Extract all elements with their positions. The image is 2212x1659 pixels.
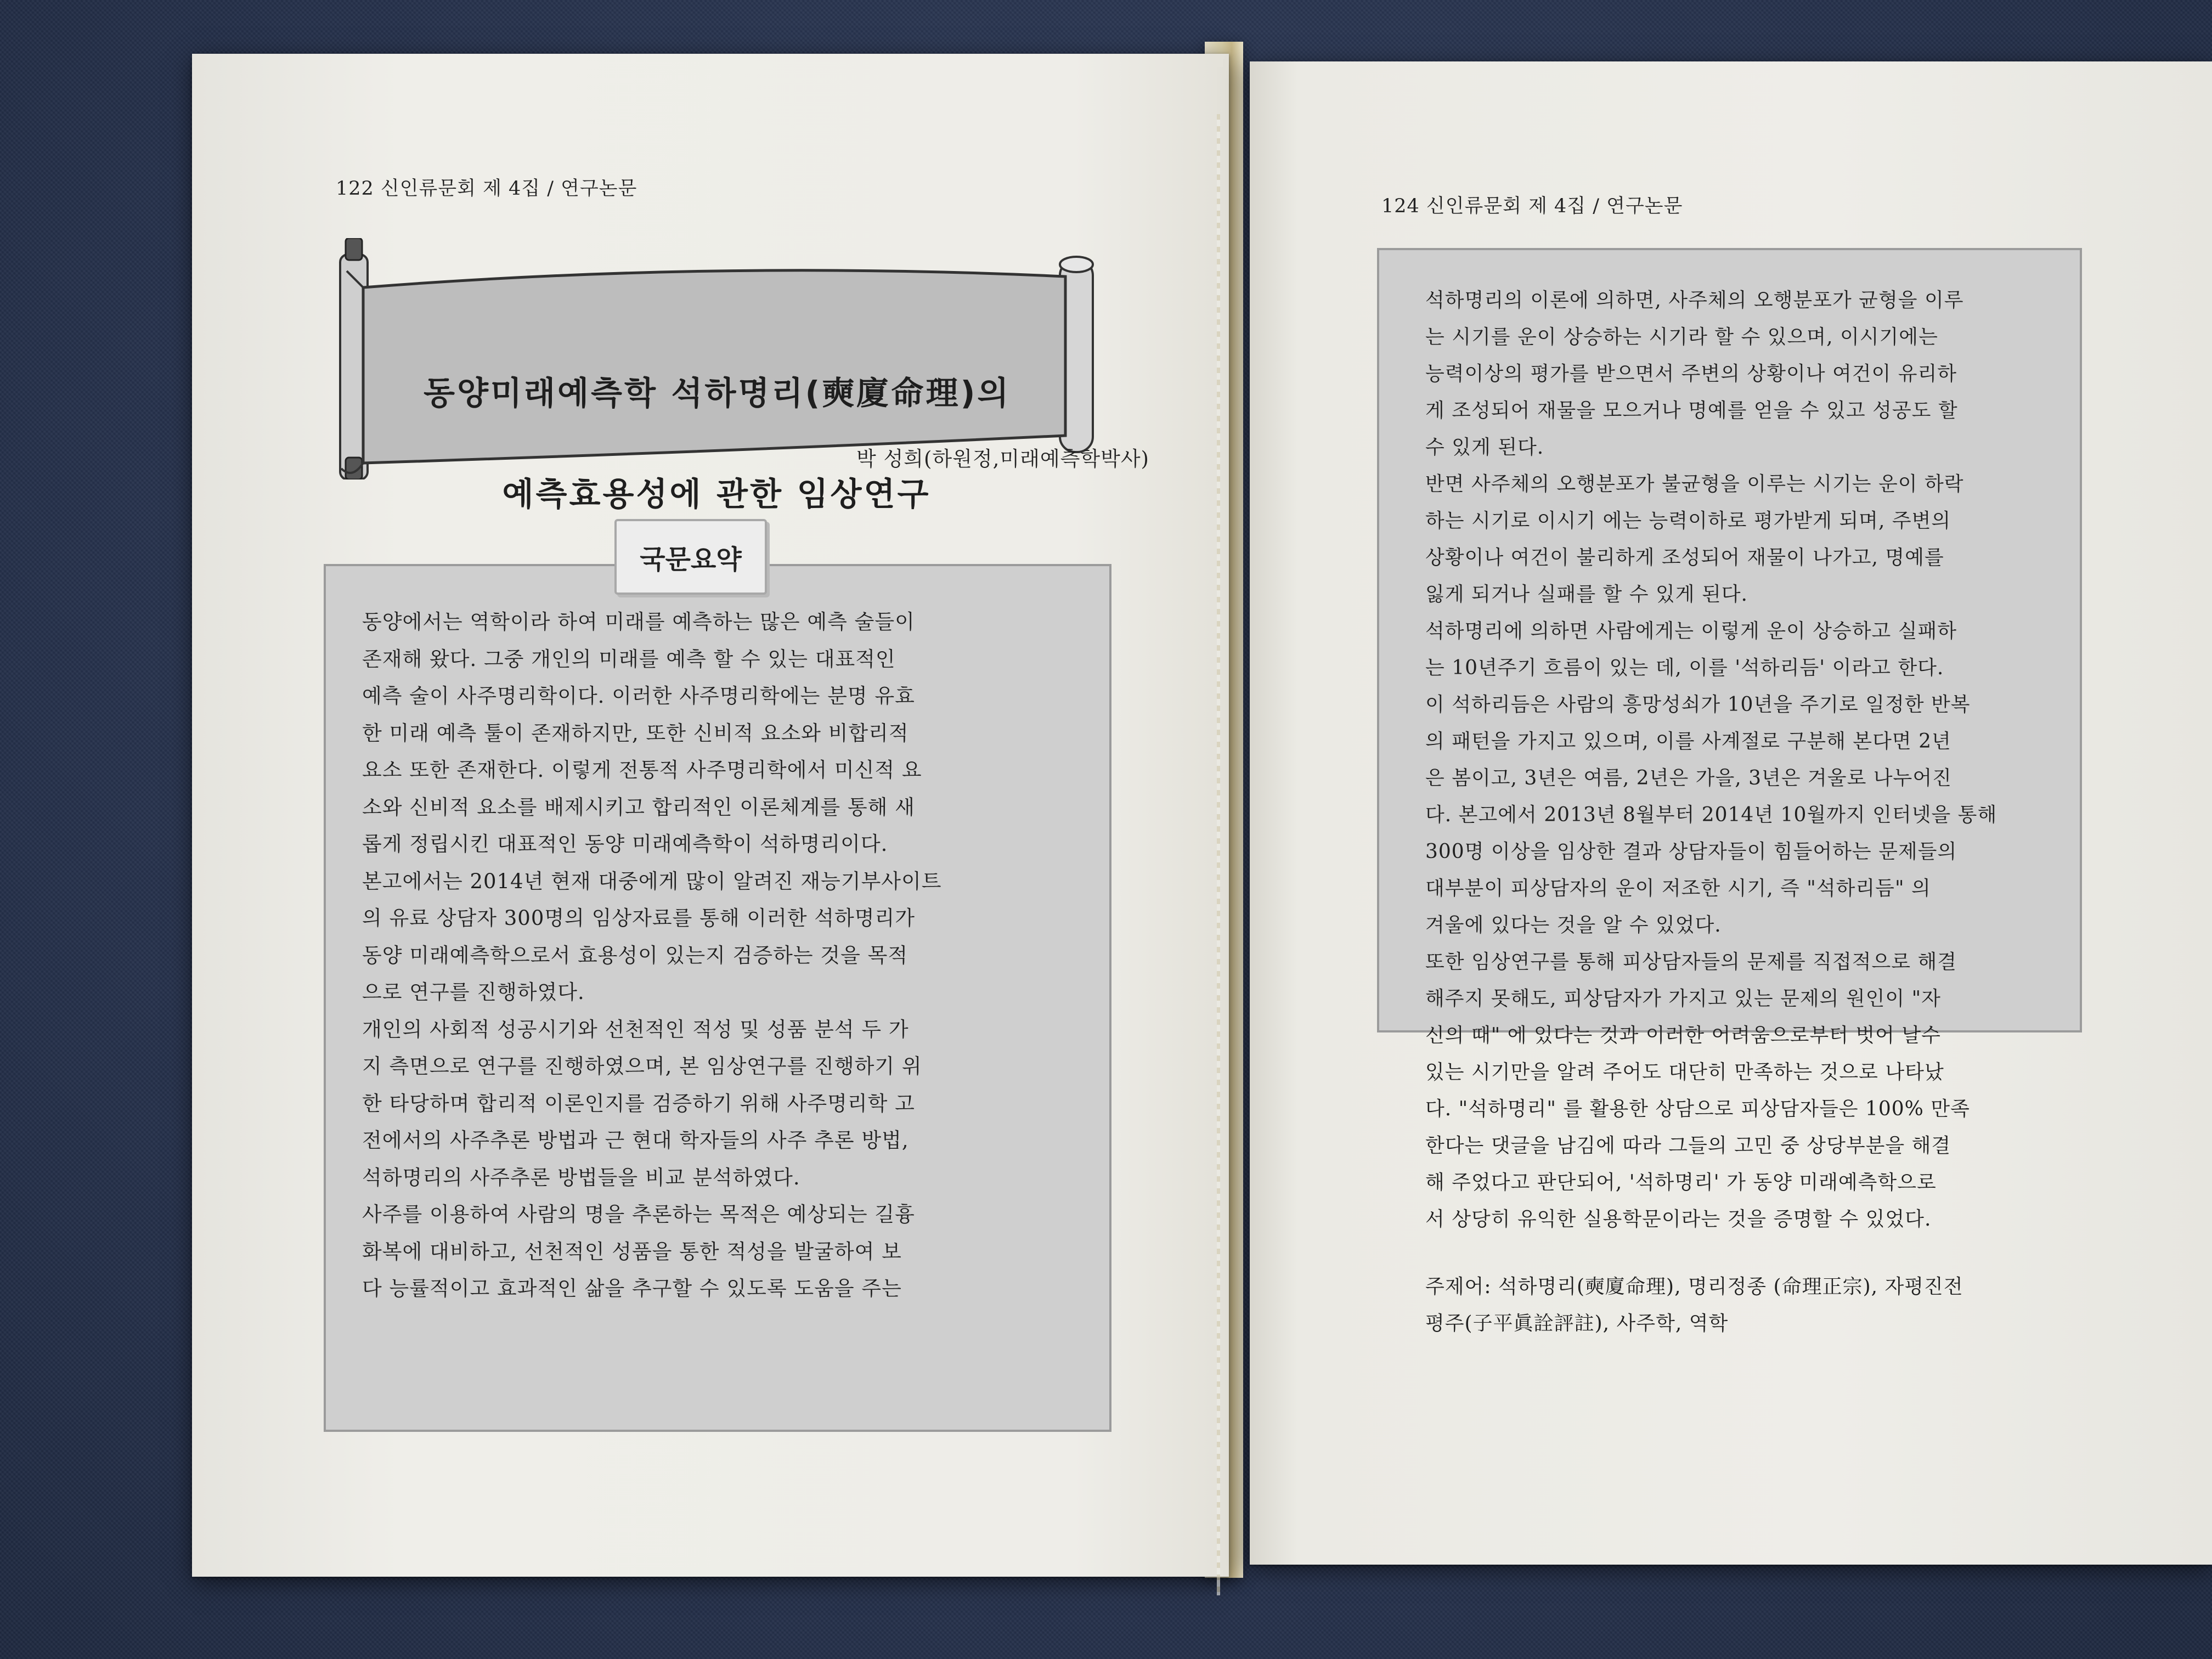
summary-line: 해주지 못해도, 피상담자가 가지고 있는 문제의 원인이 "자 [1425,988,1941,1010]
summary-line: 한다는 댓글을 남김에 따라 그들의 고민 중 상당부분을 해결 [1425,1135,1951,1157]
right-page [1250,61,2212,1565]
abstract-line: 한 타당하며 합리적 이론인지를 검증하기 위해 사주명리학 고 [362,1091,915,1115]
summary-line: 은 봄이고, 3년은 여름, 2년은 가을, 3년은 겨울로 나누어진 [1425,767,1952,789]
abstract-line: 동양에서는 역학이라 하여 미래를 예측하는 많은 예측 술들이 [362,610,915,634]
summary-line: 는 시기를 운이 상승하는 시기라 할 수 있으며, 이시기에는 [1425,326,1938,348]
summary-line: 겨울에 있다는 것을 알 수 있었다. [1425,914,1722,936]
abstract-line: 으로 연구를 진행하였다. [362,980,585,1004]
summary-text [1425,282,2042,1238]
abstract-line: 본고에서는 2014년 현재 대중에게 많이 알려진 재능기부사이트 [362,869,942,893]
abstract-line: 석하명리의 사주추론 방법들을 비교 분석하였다. [362,1165,800,1189]
summary-line: 는 10년주기 흐름이 있는 데, 이를 '석하리듬' 이라고 한다. [1425,657,1944,679]
abstract-line: 개인의 사회적 성공시기와 선천적인 적성 및 성품 분석 두 가 [362,1017,909,1041]
summary-line: 수 있게 된다. [1425,436,1544,459]
abstract-line: 소와 신비적 요소를 배제시키고 합리적인 이론체계를 통해 새 [362,795,915,819]
abstract-line: 예측 술이 사주명리학이다. 이러한 사주명리학에는 분명 유효 [362,684,915,708]
keyword-line: 평주(子平眞詮評註), 사주학, 역학 [1425,1312,1729,1335]
abstract-line: 전에서의 사주추론 방법과 근 현대 학자들의 사주 추론 방법, [362,1128,909,1152]
summary-line: 능력이상의 평가를 받으면서 주변의 상황이나 여건이 유리하 [1425,363,1957,385]
page-edge-wear [1217,114,1220,1595]
summary-line: 다. 본고에서 2013년 8월부터 2014년 10월까지 인터넷을 통해 [1425,804,1997,826]
right-page-header: 124 신인류문회 제 4집 / 연구논문 [1381,195,1683,217]
author-line: 박 성희(하원정,미래예측학박사) [856,447,1149,471]
summary-line: 잃게 되거나 실패를 할 수 있게 된다. [1425,583,1748,606]
summary-line: 신의 때" 에 있다는 것과 이러한 어려움으로부터 벗어 날수 [1425,1024,1941,1047]
abstract-line: 동양 미래예측학으로서 효용성이 있는지 검증하는 것을 목적 [362,943,909,967]
summary-line: 있는 시기만을 알려 주어도 대단히 만족하는 것으로 나타났 [1425,1061,1944,1084]
abstract-line: 존재해 왔다. 그중 개인의 미래를 예측 할 수 있는 대표적인 [362,647,896,671]
summary-line: 해 주었다고 판단되어, '석하명리' 가 동양 미래예측학으로 [1425,1171,1937,1194]
summary-line: 다. "석하명리" 를 활용한 상담으로 피상담자들은 100% 만족 [1425,1098,1970,1120]
abstract-line: 화복에 대비하고, 선천적인 성품을 통한 적성을 발굴하여 보 [362,1239,902,1263]
summary-line: 상황이나 여건이 불리하게 조성되어 재물이 나가고, 명예를 [1425,546,1944,569]
abstract-line: 지 측면으로 연구를 진행하였으며, 본 임상연구를 진행하기 위 [362,1054,922,1078]
abstract-text [362,603,1075,1307]
abstract-line: 다 능률적이고 효과적인 삶을 추구할 수 있도록 도움을 주는 [362,1277,902,1300]
abstract-line: 한 미래 예측 툴이 존재하지만, 또한 신비적 요소와 비합리적 [362,721,909,745]
abstract-line: 롭게 정립시킨 대표적인 동양 미래예측학이 석하명리이다. [362,832,888,856]
keyword-line: 주제어: 석하명리(奭廈命理), 명리정종 (命理正宗), 자평진전 [1425,1276,1963,1298]
summary-line: 게 조성되어 재물을 모으거나 명예를 얻을 수 있고 성공도 할 [1425,399,1958,422]
summary-line: 대부분이 피상담자의 운이 저조한 시기, 즉 "석하리듬" 의 [1425,877,1931,900]
summary-line: 의 패턴을 가지고 있으며, 이를 사계절로 구분해 본다면 2년 [1425,730,1951,753]
title-line-2: 예측효용성에 관한 임상연구 [502,475,931,513]
summary-line: 300명 이상을 임상한 결과 상담자들이 힘들어하는 문제들의 [1425,840,1957,863]
summary-line: 반면 사주체의 오행분포가 불균형을 이루는 시기는 운이 하락 [1425,473,1964,495]
abstract-heading: 국문요약 [614,519,767,595]
summary-line: 또한 임상연구를 통해 피상담자들의 문제를 직접적으로 해결 [1425,951,1957,973]
summary-line: 석하명리의 이론에 의하면, 사주체의 오행분포가 균형을 이루 [1425,289,1964,312]
left-page [192,54,1229,1577]
abstract-line: 요소 또한 존재한다. 이렇게 전통적 사주명리학에서 미신적 요 [362,758,922,782]
left-page-header: 122 신인류문회 제 4집 / 연구논문 [336,178,637,200]
abstract-line: 사주를 이용하여 사람의 명을 추론하는 목적은 예상되는 길흉 [362,1203,915,1226]
keywords [1425,1268,2042,1342]
abstract-line: 의 유료 상담자 300명의 임상자료를 통해 이러한 석하명리가 [362,906,916,930]
summary-line: 석하명리에 의하면 사람에게는 이렇게 운이 상승하고 실패하 [1425,620,1957,642]
summary-line: 서 상당히 유익한 실용학문이라는 것을 증명할 수 있었다. [1425,1208,1932,1231]
summary-line: 하는 시기로 이시기 에는 능력이하로 평가받게 되며, 주변의 [1425,510,1951,532]
title-line-1: 동양미래예측학 석하명리(奭廈命理)의 [424,374,1011,412]
summary-line: 이 석하리듬은 사람의 흥망성쇠가 10년을 주기로 일정한 반복 [1425,693,1971,716]
